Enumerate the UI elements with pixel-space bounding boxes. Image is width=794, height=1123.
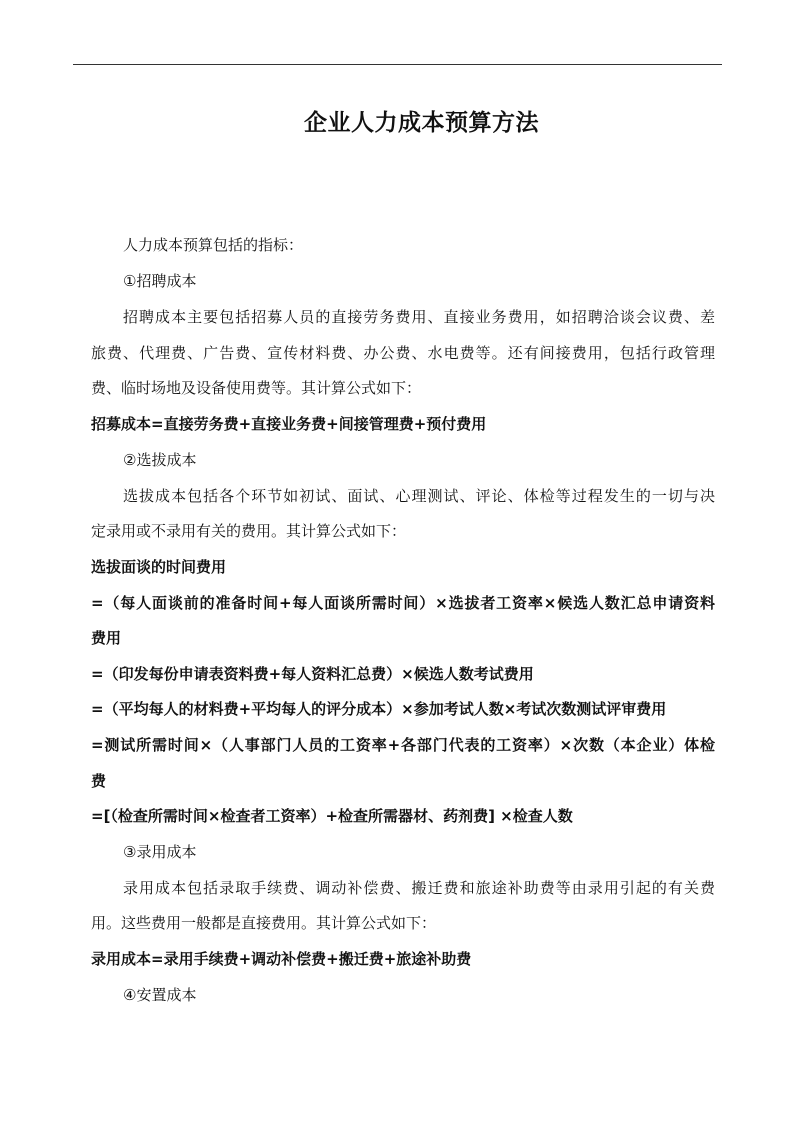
recruit-desc-line-1: 招聘成本主要包括招募人员的直接劳务费用、直接业务费用，如招聘洽谈会议费、差 <box>123 308 715 326</box>
hiring-desc-line-1: 录用成本包括录取手续费、调动补偿费、搬迁费和旅途补助费等由录用引起的有关费 <box>123 879 715 897</box>
selection-formula-line-7: 费 <box>91 772 107 790</box>
selection-formula-line-1: 选拔面谈的时间费用 <box>91 558 227 576</box>
intro-text: 人力成本预算包括的指标： <box>123 236 304 254</box>
section-heading-recruit: ①招聘成本 <box>123 272 197 290</box>
hiring-desc-line-2: 用。这些费用一般都是直接费用。其计算公式如下： <box>91 914 437 932</box>
hiring-formula: 录用成本=录用手续费+调动补偿费+搬迁费+旅途补助费 <box>91 950 472 968</box>
selection-formula-line-6: =测试所需时间×（人事部门人员的工资率+各部门代表的工资率）×次数（本企业）体检 <box>91 736 715 754</box>
page-title: 企业人力成本预算方法 <box>304 110 539 136</box>
section-heading-placement: ④安置成本 <box>123 986 197 1004</box>
recruit-desc-line-2: 旅费、代理费、广告费、宣传材料费、办公费、水电费等。还有间接费用，包括行政管理 <box>91 344 715 362</box>
selection-formula-line-2: =（每人面谈前的准备时间+每人面谈所需时间）×选拔者工资率×候选人数汇总申请资料 <box>91 594 715 612</box>
selection-formula-line-3: 费用 <box>91 629 122 647</box>
selection-formula-line-4: =（印发每份申请表资料费+每人资料汇总费）×候选人数考试费用 <box>91 665 534 683</box>
header-rule <box>73 64 722 65</box>
selection-formula-line-5: =（平均每人的材料费+平均每人的评分成本）×参加考试人数×考试次数测试评审费用 <box>91 700 667 718</box>
section-heading-selection: ②选拔成本 <box>123 451 197 469</box>
section-heading-hiring: ③录用成本 <box>123 843 197 861</box>
selection-formula-line-8: =[（检查所需时间×检查者工资率）+检查所需器材、药剂费] ×检查人数 <box>91 807 573 825</box>
selection-desc-line-2: 定录用或不录用有关的费用。其计算公式如下： <box>91 522 407 540</box>
selection-desc-line-1: 选拔成本包括各个环节如初试、面试、心理测试、评论、体检等过程发生的一切与决 <box>123 487 715 505</box>
recruit-formula: 招募成本=直接劳务费+直接业务费+间接管理费+预付费用 <box>91 415 487 433</box>
recruit-desc-line-3: 费、临时场地及设备使用费等。其计算公式如下： <box>91 379 422 397</box>
